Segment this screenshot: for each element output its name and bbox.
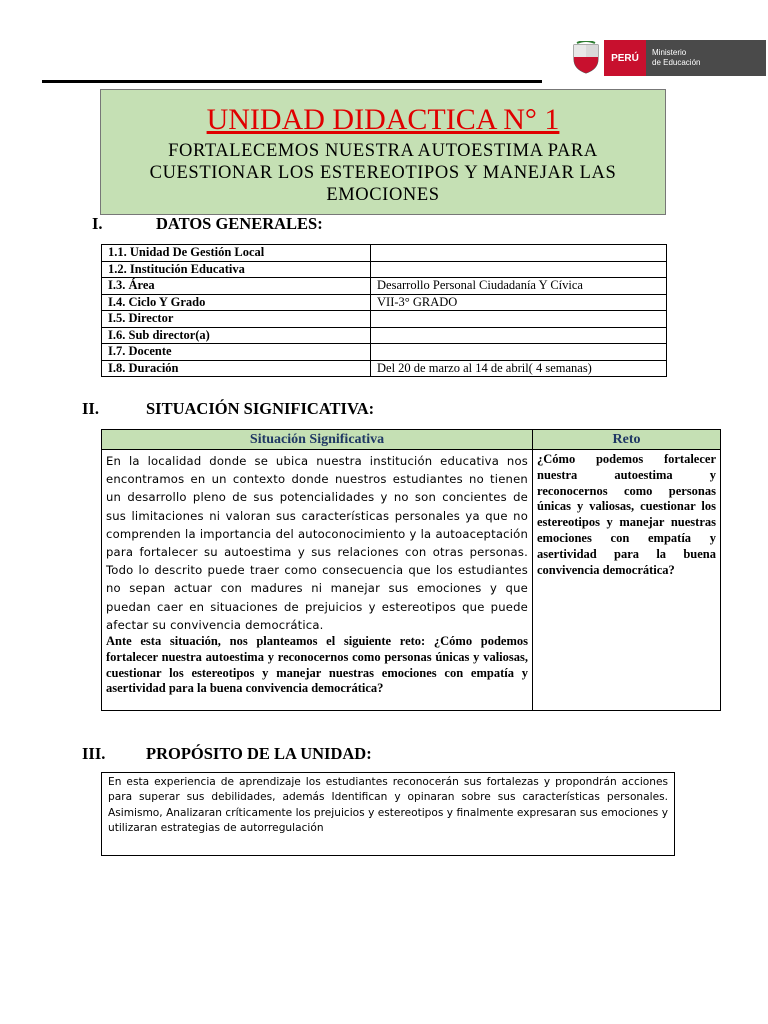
reto-cell	[533, 450, 721, 711]
proposito-text: En esta experiencia de aprendizaje los estudiantes reconocerán sus fortalezas y propondrán acciones para superar sus debilidades, además Identifican y opinaran sobre sus características personales. Asimismo, Analizaran críticamente los prejuicios y estereotipos y finalmente expresaran sus emociones y utilizaran estrategias de autorregulación	[108, 776, 668, 835]
row-value: Del 20 de marzo al 14 de abril( 4 semanas)	[371, 360, 667, 377]
row-value	[371, 261, 667, 278]
section-number: III.	[82, 744, 106, 763]
row-value	[371, 327, 667, 344]
row-label: 1.1. Unidad De Gestión Local	[102, 245, 371, 262]
section-number: I.	[92, 214, 103, 233]
row-label: I.4. Ciclo Y Grado	[102, 294, 371, 311]
page-subtitle: FORTALECEMOS NUESTRA AUTOESTIMA PARA CUESTIONAR LOS ESTEREOTIPOS Y MANEJAR LAS EMOCIONES	[149, 141, 617, 205]
title-box	[100, 89, 666, 215]
coat-of-arms-icon	[568, 40, 604, 76]
ministry-line1: Ministerio	[652, 48, 687, 57]
table-row	[102, 245, 667, 262]
row-label: I.8. Duración	[102, 360, 371, 377]
row-label: I.7. Docente	[102, 344, 371, 361]
section-title: DATOS GENERALES:	[156, 214, 323, 233]
table-row	[102, 360, 667, 377]
section-title: SITUACIÓN SIGNIFICATIVA:	[146, 399, 375, 418]
table-row	[102, 261, 667, 278]
table-row	[102, 311, 667, 328]
table-row	[102, 327, 667, 344]
reto-text: ¿Cómo podemos fortalecer nuestra autoestima y reconocernos como personas únicas y valiosas, cuestionar los estereotipos y manejar nuestras emociones con empatía y asertividad para la buena convivencia democrática?	[537, 452, 716, 577]
situacion-text: En la localidad donde se ubica nuestra institución educativa nos encontramos en un contexto donde nuestros estudiantes no tienen un desarrollo pleno de sus potencialidades y no son concientes de sus limitaciones ni valoran sus características personales ya que no comprenden la importancia del autoconocimiento y la autoaceptación para fortalecer su autoestima y sus relaciones con otras personas. Todo lo descrito puede traer como consecuencia que los estudiantes no sepan actuar con madures ni manejar sus emociones y que puedan caer en situaciones de prejuicios y estereotipos que puede afectar su convivencia democrática.	[106, 454, 528, 632]
situacion-table	[101, 429, 721, 711]
section-heading-situacion	[82, 399, 374, 419]
row-label: I.3. Área	[102, 278, 371, 295]
page-title: UNIDAD DIDACTICA N° 1	[206, 103, 560, 136]
row-label: I.5. Director	[102, 311, 371, 328]
section-title: PROPÓSITO DE LA UNIDAD:	[146, 744, 372, 763]
table-row	[102, 294, 667, 311]
section-heading-datos	[92, 214, 323, 234]
section-heading-proposito	[82, 744, 372, 764]
row-label: I.6. Sub director(a)	[102, 327, 371, 344]
datos-generales-table	[101, 244, 667, 377]
situacion-reto-text: Ante esta situación, nos planteamos el siguiente reto: ¿Cómo podemos fortalecer nuestra autoestima y reconocernos como personas únicas y valiosas, cuestionar los estereotipos y manejar nuestras emociones con empatía y asertividad para la buena convivencia democrática?	[106, 634, 528, 696]
ministry-line2: de Educación	[652, 58, 701, 67]
table-row	[102, 278, 667, 295]
col-header-reto: Reto	[533, 430, 721, 450]
row-value	[371, 311, 667, 328]
row-value: VII-3° GRADO	[371, 294, 667, 311]
row-value	[371, 245, 667, 262]
table-row	[102, 450, 721, 711]
ministry-logo	[568, 40, 766, 76]
table-row	[102, 344, 667, 361]
table-header-row	[102, 430, 721, 450]
row-label: 1.2. Institución Educativa	[102, 261, 371, 278]
header-divider	[42, 80, 542, 83]
proposito-box	[101, 772, 675, 856]
col-header-situacion: Situación Significativa	[102, 430, 533, 450]
row-value	[371, 344, 667, 361]
ministry-label	[646, 40, 766, 76]
country-label: PERÚ	[604, 40, 646, 76]
section-number: II.	[82, 399, 99, 418]
row-value: Desarrollo Personal Ciudadanía Y Cívica	[371, 278, 667, 295]
situacion-cell	[102, 450, 533, 711]
